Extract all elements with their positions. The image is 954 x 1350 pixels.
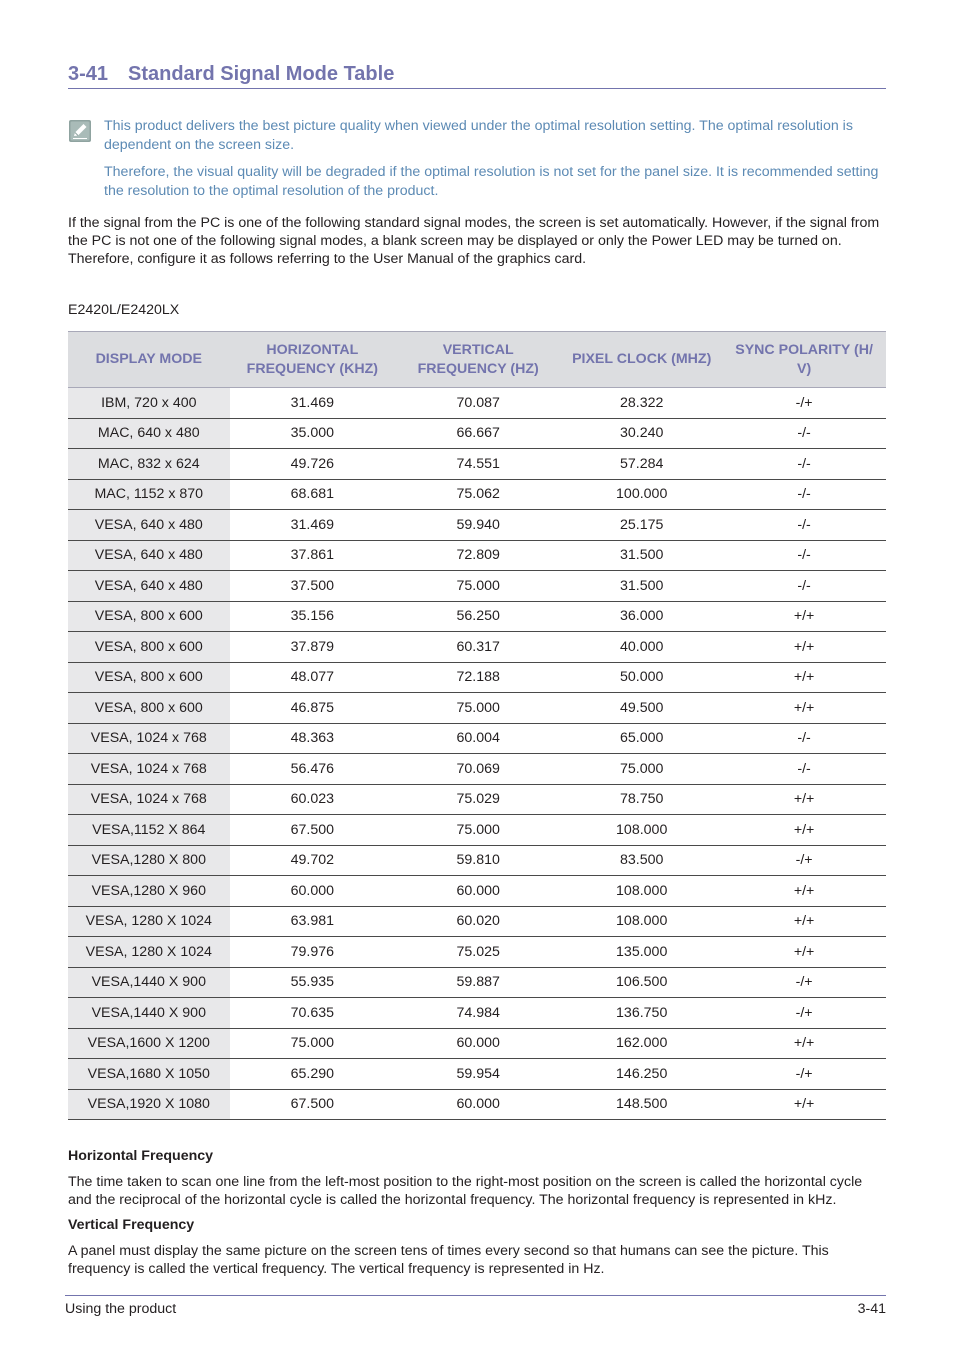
cell-pixel-clock: 106.500 (561, 967, 722, 998)
section-title: Standard Signal Mode Table (128, 63, 395, 85)
horizontal-frequency-section (68, 1147, 886, 1209)
cell-sync-polarity: -/+ (722, 388, 886, 419)
cell-pixel-clock: 28.322 (561, 388, 722, 419)
cell-display-mode: VESA,1920 X 1080 (68, 1089, 230, 1120)
cell-pixel-clock: 162.000 (561, 1028, 722, 1059)
cell-vertical-frequency: 75.000 (395, 693, 561, 724)
cell-pixel-clock: 136.750 (561, 998, 722, 1029)
table-row (68, 906, 886, 937)
cell-sync-polarity: +/+ (722, 937, 886, 968)
cell-vertical-frequency: 60.000 (395, 1089, 561, 1120)
cell-horizontal-frequency: 49.726 (230, 449, 396, 480)
cell-horizontal-frequency: 60.023 (230, 784, 396, 815)
cell-vertical-frequency: 60.020 (395, 906, 561, 937)
cell-pixel-clock: 65.000 (561, 723, 722, 754)
cell-display-mode: VESA, 800 x 600 (68, 601, 230, 632)
cell-vertical-frequency: 72.188 (395, 662, 561, 693)
table-row (68, 937, 886, 968)
cell-display-mode: IBM, 720 x 400 (68, 388, 230, 419)
section-heading: Vertical Frequency (68, 1217, 195, 1233)
cell-pixel-clock: 100.000 (561, 479, 722, 510)
cell-horizontal-frequency: 67.500 (230, 1089, 396, 1120)
cell-horizontal-frequency: 37.500 (230, 571, 396, 602)
cell-pixel-clock: 78.750 (561, 784, 722, 815)
table-row (68, 967, 886, 998)
cell-sync-polarity: -/+ (722, 998, 886, 1029)
cell-display-mode: VESA,1440 X 900 (68, 967, 230, 998)
section-number: 3-41 (68, 63, 109, 85)
model-label: E2420L/E2420LX (68, 302, 180, 318)
vertical-frequency-section (68, 1216, 886, 1278)
cell-pixel-clock: 36.000 (561, 601, 722, 632)
cell-vertical-frequency: 72.809 (395, 540, 561, 571)
cell-display-mode: VESA, 1280 X 1024 (68, 906, 230, 937)
cell-vertical-frequency: 59.954 (395, 1059, 561, 1090)
cell-display-mode: VESA,1600 X 1200 (68, 1028, 230, 1059)
table-row (68, 388, 886, 419)
cell-display-mode: VESA, 640 x 480 (68, 540, 230, 571)
cell-horizontal-frequency: 48.363 (230, 723, 396, 754)
table-row (68, 662, 886, 693)
table-row (68, 571, 886, 602)
cell-display-mode: MAC, 832 x 624 (68, 449, 230, 480)
footer-chapter: Using the product (65, 1301, 177, 1317)
cell-display-mode: MAC, 640 x 480 (68, 418, 230, 449)
cell-horizontal-frequency: 35.000 (230, 418, 396, 449)
cell-horizontal-frequency: 35.156 (230, 601, 396, 632)
page-footer (65, 1295, 886, 1318)
cell-vertical-frequency: 59.940 (395, 510, 561, 541)
note-pencil-icon (68, 119, 92, 143)
cell-sync-polarity: -/- (722, 723, 886, 754)
table-row (68, 693, 886, 724)
table-row (68, 1059, 886, 1090)
cell-horizontal-frequency: 56.476 (230, 754, 396, 785)
table-body (68, 388, 886, 1120)
cell-display-mode: MAC, 1152 x 870 (68, 479, 230, 510)
cell-pixel-clock: 83.500 (561, 845, 722, 876)
cell-pixel-clock: 30.240 (561, 418, 722, 449)
table-row (68, 754, 886, 785)
cell-pixel-clock: 75.000 (561, 754, 722, 785)
cell-pixel-clock: 25.175 (561, 510, 722, 541)
cell-sync-polarity: -/- (722, 510, 886, 541)
cell-sync-polarity: +/+ (722, 784, 886, 815)
cell-sync-polarity: -/- (722, 479, 886, 510)
section-text: The time taken to scan one line from the left-most position to the right-most position on the screen is called the horizontal cycle and the reciprocal of the horizontal cycle is called the horizontal frequency. The horizontal frequency is represented in kHz. (68, 1174, 863, 1208)
table-row (68, 632, 886, 663)
cell-sync-polarity: +/+ (722, 632, 886, 663)
cell-pixel-clock: 31.500 (561, 540, 722, 571)
table-row (68, 998, 886, 1029)
cell-horizontal-frequency: 79.976 (230, 937, 396, 968)
cell-horizontal-frequency: 37.861 (230, 540, 396, 571)
table-row (68, 479, 886, 510)
table-row (68, 601, 886, 632)
cell-horizontal-frequency: 60.000 (230, 876, 396, 907)
note-paragraph: This product delivers the best picture quality when viewed under the optimal resolution setting. The optimal resolution is dependent on the screen size. (104, 118, 853, 153)
cell-horizontal-frequency: 68.681 (230, 479, 396, 510)
cell-sync-polarity: +/+ (722, 876, 886, 907)
cell-display-mode: VESA,1152 X 864 (68, 815, 230, 846)
cell-vertical-frequency: 74.551 (395, 449, 561, 480)
cell-vertical-frequency: 75.000 (395, 571, 561, 602)
cell-sync-polarity: -/- (722, 571, 886, 602)
cell-horizontal-frequency: 70.635 (230, 998, 396, 1029)
cell-display-mode: VESA,1280 X 800 (68, 845, 230, 876)
table-row (68, 784, 886, 815)
cell-pixel-clock: 31.500 (561, 571, 722, 602)
cell-horizontal-frequency: 67.500 (230, 815, 396, 846)
cell-pixel-clock: 108.000 (561, 815, 722, 846)
cell-vertical-frequency: 75.025 (395, 937, 561, 968)
cell-vertical-frequency: 60.000 (395, 1028, 561, 1059)
cell-horizontal-frequency: 46.875 (230, 693, 396, 724)
signal-mode-table (68, 331, 886, 1120)
cell-pixel-clock: 108.000 (561, 876, 722, 907)
cell-display-mode: VESA, 1024 x 768 (68, 784, 230, 815)
cell-horizontal-frequency: 31.469 (230, 510, 396, 541)
cell-horizontal-frequency: 48.077 (230, 662, 396, 693)
cell-vertical-frequency: 66.667 (395, 418, 561, 449)
table-row (68, 815, 886, 846)
cell-vertical-frequency: 75.062 (395, 479, 561, 510)
intro-paragraph: If the signal from the PC is one of the following standard signal modes, the screen is set automatically. However, if the signal from the PC is not one of the following signal modes, a blank screen may be displayed or only the Power LED may be turned on. Therefore, configure it as follows referring to the User Manual of the graphics card. (68, 215, 880, 267)
cell-pixel-clock: 148.500 (561, 1089, 722, 1120)
cell-pixel-clock: 57.284 (561, 449, 722, 480)
cell-vertical-frequency: 70.069 (395, 754, 561, 785)
cell-display-mode: VESA,1280 X 960 (68, 876, 230, 907)
table-row (68, 1028, 886, 1059)
note-paragraph: Therefore, the visual quality will be degraded if the optimal resolution is not set for the panel size. It is recommended setting the resolution to the optimal resolution of the product. (104, 164, 879, 199)
section-text: A panel must display the same picture on the screen tens of times every second so that humans can see the picture. This frequency is called the vertical frequency. The vertical frequency is represented in Hz. (68, 1243, 829, 1277)
cell-sync-polarity: +/+ (722, 601, 886, 632)
table-row (68, 845, 886, 876)
table-header-row (68, 332, 886, 388)
cell-vertical-frequency: 75.000 (395, 815, 561, 846)
table-row (68, 418, 886, 449)
cell-display-mode: VESA, 800 x 600 (68, 662, 230, 693)
cell-sync-polarity: -/- (722, 418, 886, 449)
cell-sync-polarity: -/- (722, 540, 886, 571)
cell-vertical-frequency: 70.087 (395, 388, 561, 419)
cell-sync-polarity: -/+ (722, 1059, 886, 1090)
cell-sync-polarity: +/+ (722, 1028, 886, 1059)
cell-sync-polarity: -/+ (722, 845, 886, 876)
cell-display-mode: VESA,1440 X 900 (68, 998, 230, 1029)
cell-vertical-frequency: 56.250 (395, 601, 561, 632)
cell-display-mode: VESA, 1280 X 1024 (68, 937, 230, 968)
cell-pixel-clock: 40.000 (561, 632, 722, 663)
cell-display-mode: VESA, 800 x 600 (68, 693, 230, 724)
cell-horizontal-frequency: 55.935 (230, 967, 396, 998)
cell-horizontal-frequency: 75.000 (230, 1028, 396, 1059)
cell-pixel-clock: 108.000 (561, 906, 722, 937)
table-row (68, 540, 886, 571)
cell-horizontal-frequency: 37.879 (230, 632, 396, 663)
cell-display-mode: VESA, 800 x 600 (68, 632, 230, 663)
cell-pixel-clock: 135.000 (561, 937, 722, 968)
cell-vertical-frequency: 60.000 (395, 876, 561, 907)
cell-sync-polarity: -/- (722, 449, 886, 480)
table-row (68, 723, 886, 754)
cell-horizontal-frequency: 65.290 (230, 1059, 396, 1090)
cell-display-mode: VESA, 640 x 480 (68, 571, 230, 602)
table-row (68, 876, 886, 907)
header-pixel-clock: PIXEL CLOCK (MHZ) (561, 332, 722, 388)
cell-sync-polarity: +/+ (722, 906, 886, 937)
cell-vertical-frequency: 74.984 (395, 998, 561, 1029)
header-sync-polarity: SYNC POLARITY (H/ V) (722, 332, 886, 388)
section-heading: Horizontal Frequency (68, 1148, 214, 1164)
cell-vertical-frequency: 60.004 (395, 723, 561, 754)
header-horizontal-frequency: HORIZONTAL FREQUENCY (KHZ) (230, 332, 396, 388)
cell-pixel-clock: 50.000 (561, 662, 722, 693)
footer-page-number: 3-41 (857, 1301, 886, 1317)
cell-vertical-frequency: 59.887 (395, 967, 561, 998)
cell-horizontal-frequency: 63.981 (230, 906, 396, 937)
cell-pixel-clock: 146.250 (561, 1059, 722, 1090)
cell-sync-polarity: +/+ (722, 693, 886, 724)
cell-sync-polarity: +/+ (722, 1089, 886, 1120)
cell-sync-polarity: +/+ (722, 815, 886, 846)
table-row (68, 1089, 886, 1120)
cell-horizontal-frequency: 49.702 (230, 845, 396, 876)
cell-display-mode: VESA, 640 x 480 (68, 510, 230, 541)
cell-pixel-clock: 49.500 (561, 693, 722, 724)
table-row (68, 510, 886, 541)
cell-horizontal-frequency: 31.469 (230, 388, 396, 419)
header-display-mode: DISPLAY MODE (68, 332, 230, 388)
header-vertical-frequency: VERTICAL FREQUENCY (HZ) (395, 332, 561, 388)
cell-vertical-frequency: 60.317 (395, 632, 561, 663)
cell-sync-polarity: +/+ (722, 662, 886, 693)
cell-display-mode: VESA,1680 X 1050 (68, 1059, 230, 1090)
cell-sync-polarity: -/+ (722, 967, 886, 998)
table-row (68, 449, 886, 480)
cell-sync-polarity: -/- (722, 754, 886, 785)
page-title (68, 61, 886, 89)
cell-vertical-frequency: 75.029 (395, 784, 561, 815)
cell-display-mode: VESA, 1024 x 768 (68, 754, 230, 785)
cell-vertical-frequency: 59.810 (395, 845, 561, 876)
note-box (68, 117, 886, 209)
cell-display-mode: VESA, 1024 x 768 (68, 723, 230, 754)
